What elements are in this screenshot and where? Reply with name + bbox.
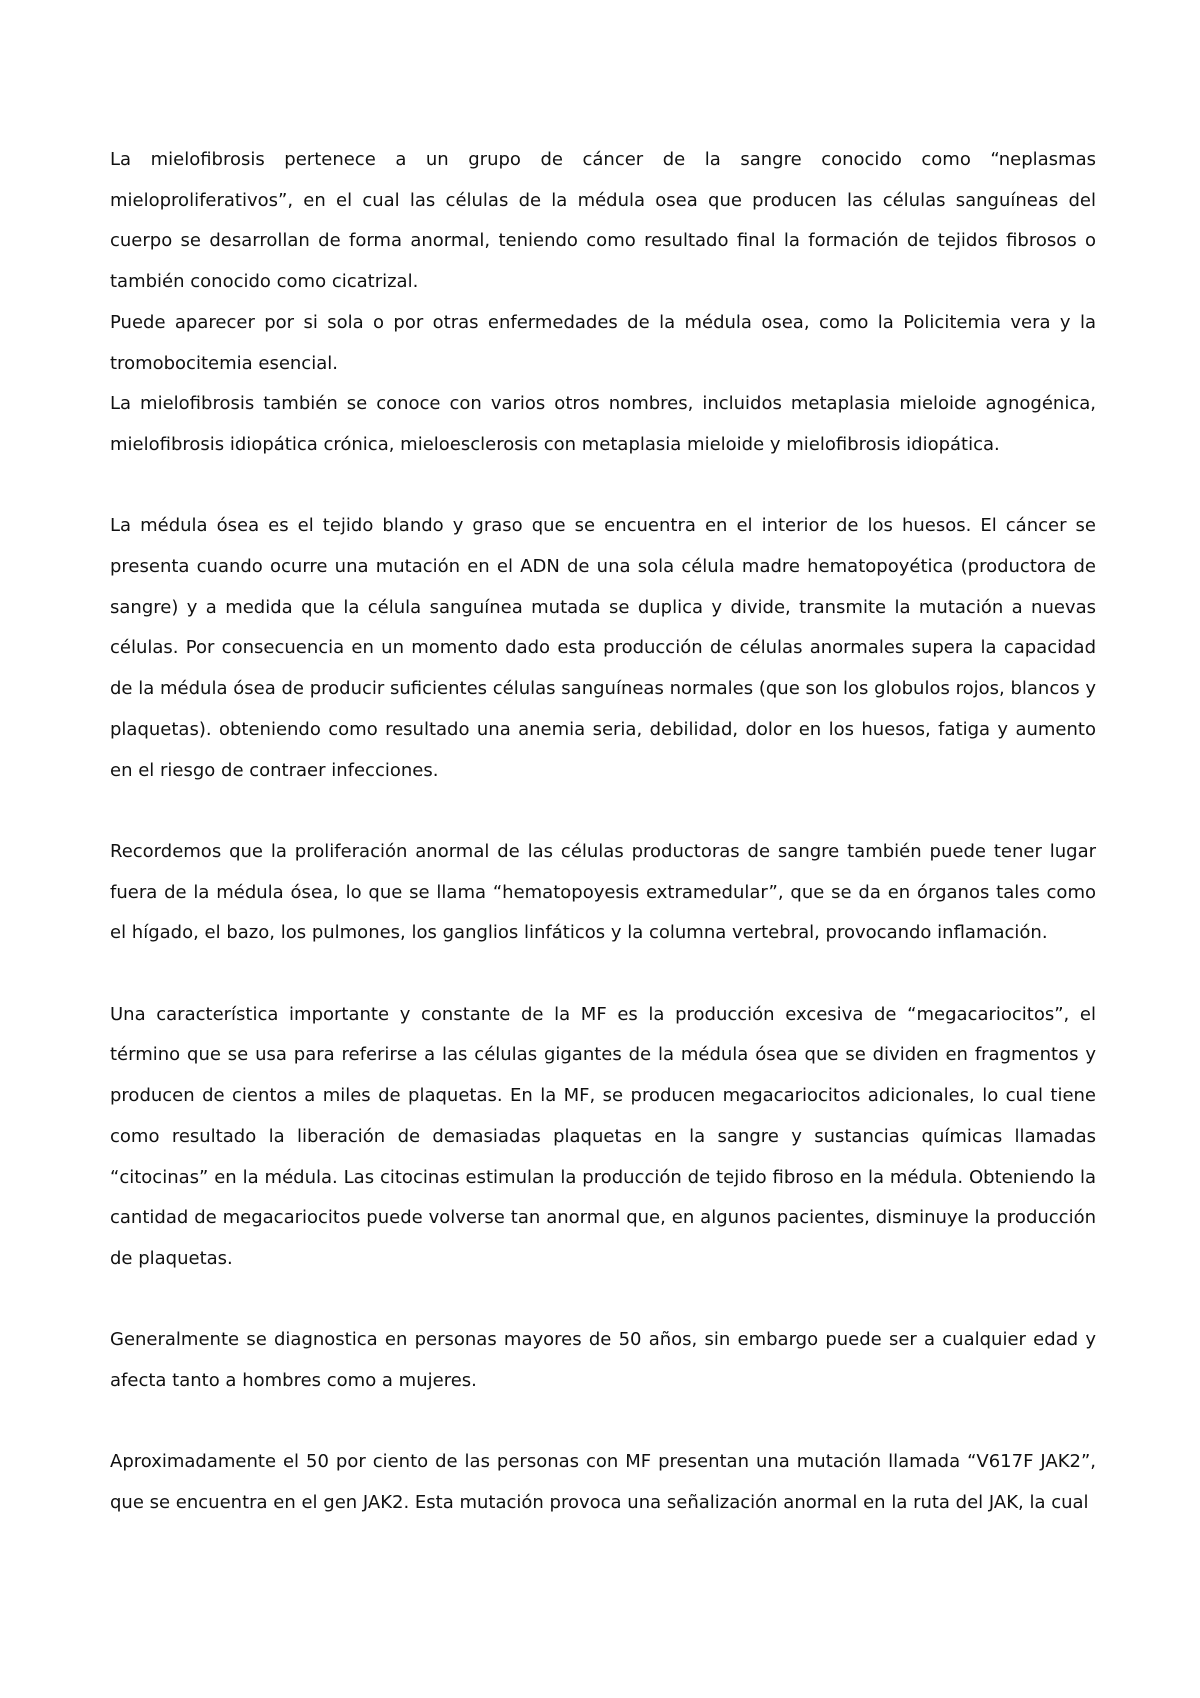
paragraph-other-names: La mielofibrosis también se conoce con varios otros nombres, incluidos metaplasia mieloide agnogénica, mielofibrosis idiopática crónica, mieloesclerosis con metaplasia mieloide y mielofibrosis idiopática. bbox=[110, 393, 1096, 455]
paragraph-mielofibrosis-definition: La mielofibrosis pertenece a un grupo de cáncer de la sangre conocido como “neplasmas mieloproliferativos”, en el cual las células de la médula osea que producen las células sanguíneas del cuerpo se desarrollan de forma anormal, teniendo como resultado final la formación de tejidos fibrosos o también conocido como cicatrizal. bbox=[110, 149, 1096, 293]
paragraph-spacer bbox=[110, 791, 1096, 832]
paragraph-spacer bbox=[110, 466, 1096, 507]
paragraph-megakaryocytes: Una característica importante y constante de la MF es la producción excesiva de “megacariocitos”, el término que se usa para referirse a las células gigantes de la médula ósea que se dividen en fragmentos y producen de cientos a miles de plaquetas. En la MF, se producen megacariocitos adicionales, lo cual tiene como resultado la liberación de demasiadas plaquetas en la sangre y sustancias químicas llamadas “citocinas” en la médula. Las citocinas estimulan la producción de tejido fibroso en la médula. Obteniendo la cantidad de megacariocitos puede volverse tan anormal que, en algunos pacientes, disminuye la producción de plaquetas. bbox=[110, 1003, 1096, 1269]
paragraph-spacer bbox=[110, 954, 1096, 995]
paragraph-causes: Puede aparecer por si sola o por otras enfermedades de la médula osea, como la Policitemia vera y la tromobocitemia esencial. bbox=[110, 311, 1096, 374]
paragraph-diagnosis-age: Generalmente se diagnostica en personas mayores de 50 años, sin embargo puede ser a cualquier edad y afecta tanto a hombres como a mujeres. bbox=[110, 1329, 1096, 1392]
paragraph-bone-marrow: La médula ósea es el tejido blando y graso que se encuentra en el interior de los huesos. El cáncer se presenta cuando ocurre una mutación en el ADN de una sola célula madre hematopoyética (productora de sangre) y a medida que la célula sanguínea mutada se duplica y divide, transmite la mutación a nuevas células. Por consecuencia en un momento dado esta producción de células anormales supera la capacidad de la médula ósea de producir suficientes células sanguíneas normales (que son los globulos rojos, blancos y plaquetas). obteniendo como resultado una anemia seria, debilidad, dolor en los huesos, fatiga y aumento en el riesgo de contraer infecciones. bbox=[110, 515, 1096, 781]
paragraph-extramedullary: Recordemos que la proliferación anormal de las células productoras de sangre también puede tener lugar fuera de la médula ósea, lo que se llama “hematopoyesis extramedular”, que se da en órganos tales como el hígado, el bazo, los pulmones, los ganglios linfáticos y la columna vertebral, provocando inflamación. bbox=[110, 840, 1096, 944]
paragraph-jak2-mutation: Aproximadamente el 50 por ciento de las personas con MF presentan una mutación llamada “V617F JAK2”, que se encuentra en el gen JAK2. Esta mutación provoca una señalización anormal en la ruta del JAK, la cual bbox=[110, 1451, 1096, 1514]
document-body bbox=[110, 140, 1096, 1524]
paragraph-spacer bbox=[110, 1280, 1096, 1321]
paragraph-spacer bbox=[110, 1402, 1096, 1443]
